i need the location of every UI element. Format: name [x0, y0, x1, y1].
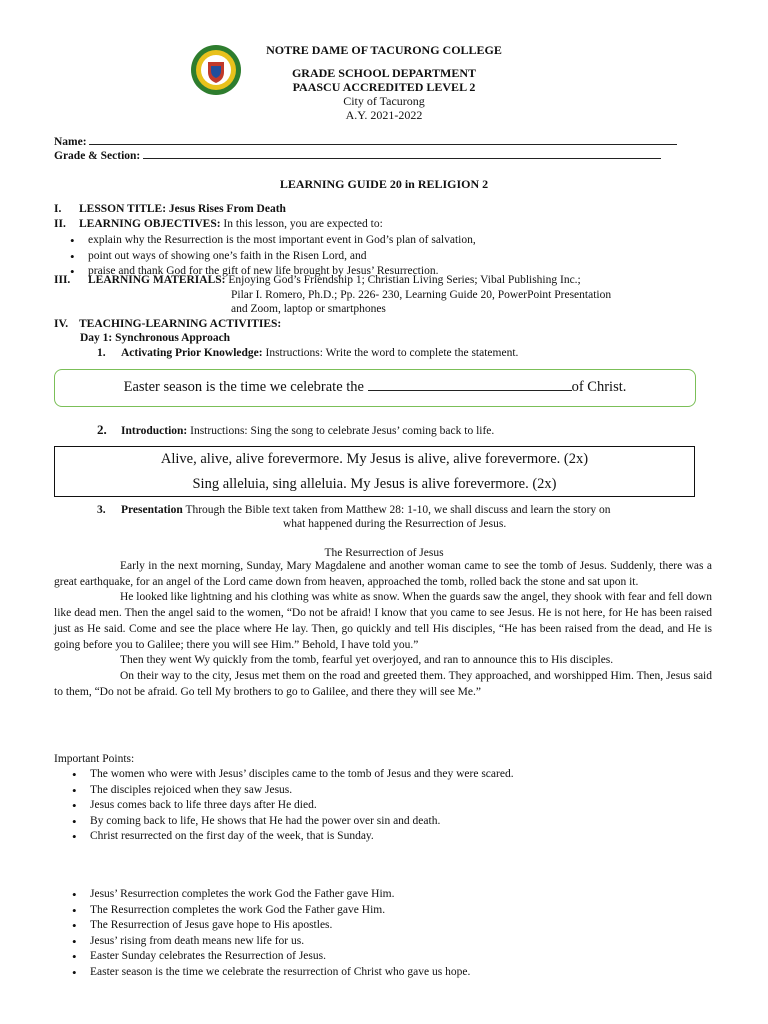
list-item: • The Resurrection of Jesus gave hope to His apostles.: [56, 918, 470, 934]
day1-heading: Day 1: Synchronous Approach: [80, 332, 231, 344]
activity-1: 1. Activating Prior Knowledge: Instructions: Write the word to complete the statement.: [97, 347, 519, 359]
activity-3-line-2: what happened during the Resurrection of Jesus.: [283, 518, 507, 530]
academic-year: A.Y. 2021-2022: [345, 108, 423, 122]
important-points-title: Important Points:: [54, 753, 135, 765]
list-item: • Jesus’ rising from death means new life for us.: [56, 934, 470, 950]
section-materials: III. LEARNING MATERIALS: Enjoying God’s Friendship 1; Christian Living Series; Vibal Publishing Inc.;: [54, 274, 581, 286]
fill-blank-input[interactable]: [368, 377, 572, 391]
song-line-1: Alive, alive, alive forevermore. My Jesus is alive, alive forevermore. (2x): [160, 451, 589, 467]
activity-2: 2. Introduction: Instructions: Sing the song to celebrate Jesus’ coming back to life.: [97, 422, 495, 437]
list-item: • Easter season is the time we celebrate the resurrection of Christ who gave us hope.: [56, 965, 470, 981]
story-paragraph-1: Early in the next morning, Sunday, Mary Magdalene and another woman came to see the tomb of Jesus. Suddenly, there was a great earthquake, for an angel of the Lord came down from heaven, approached the tomb, rolled back the stone and sat upon it.: [54, 560, 712, 588]
story-paragraph-4: On their way to the city, Jesus met them on the road and greeted them. They approached, and worshipped Him. Then, Jesus said to them, “Do not be afraid. Go tell My brothers to go to Galilee, and there they will see Me.”: [54, 669, 712, 698]
fill-blank-after: of Christ.: [571, 379, 627, 395]
list-item: • praise and thank God for the gift of new life brought by Jesus’ Resurrection.: [54, 264, 476, 280]
important-points-list-2: [56, 887, 470, 981]
song-line-2: Sing alleluia, sing alleluia. My Jesus is alive forevermore. (2x): [192, 476, 557, 492]
grade-section-label: Grade & Section:: [54, 150, 141, 162]
list-item: • By coming back to life, He shows that He had the power over sin and death.: [56, 814, 514, 830]
important-points-list: [56, 767, 514, 845]
list-item: • point out ways of showing one’s faith in the Risen Lord, and: [54, 249, 476, 265]
grade-section-blank[interactable]: [143, 148, 661, 159]
objectives-list: [54, 233, 476, 280]
story-paragraph-2: He looked like lightning and his clothing was white as snow. When the guards saw the angel, they shook with fear and fell down like dead men. Then the angel said to the women, “Do not be afraid! I know that you came to see Jesus. He is not here, for He has been raised just as He said. Come and see the place where He lay. Then, go quickly and tell His disciples, “He has been raised from the dead, and He is going before you to Galilee; there you will see Him.” Behold, I have told you.”: [54, 591, 712, 651]
accreditation: PAASCU ACCREDITED LEVEL 2: [292, 80, 476, 94]
lesson-title-value: Jesus Rises From Death: [168, 203, 286, 215]
list-item: • The disciples rejoiced when they saw Jesus.: [56, 783, 514, 799]
section-lesson-title: I. LESSON TITLE: Jesus Rises From Death: [54, 203, 286, 215]
grade-section-field[interactable]: [54, 148, 661, 162]
materials-line-2: Pilar I. Romero, Ph.D.; Pp. 226- 230, Learning Guide 20, PowerPoint Presentation: [231, 289, 612, 301]
materials-line-3: and Zoom, laptop or smartphones: [231, 303, 386, 315]
name-field[interactable]: [54, 134, 677, 148]
name-blank[interactable]: [89, 134, 677, 145]
section-activities: IV. TEACHING-LEARNING ACTIVITIES:: [54, 318, 282, 330]
school-name: NOTRE DAME OF TACURONG COLLEGE: [266, 43, 502, 57]
story-paragraph-3: Then they went Wy quickly from the tomb, fearful yet overjoyed, and ran to announce this to His disciples.: [120, 654, 614, 667]
activity-3: 3. Presentation Through the Bible text taken from Matthew 28: 1-10, we shall discuss and learn the story on: [97, 504, 611, 516]
story-title: The Resurrection of Jesus: [324, 547, 444, 559]
list-item: • Jesus comes back to life three days after He died.: [56, 798, 514, 814]
list-item: • Jesus’ Resurrection completes the work God the Father gave Him.: [56, 887, 470, 903]
name-label: Name:: [54, 136, 87, 148]
fill-blank-box: [54, 369, 696, 407]
section-objectives: II. LEARNING OBJECTIVES: In this lesson, you are expected to:: [54, 218, 383, 230]
list-item: • Easter Sunday celebrates the Resurrection of Jesus.: [56, 949, 470, 965]
song-lyrics-box: [54, 446, 695, 497]
fill-blank-before: Easter season is the time we celebrate the: [123, 379, 364, 395]
list-item: • Christ resurrected on the first day of the week, that is Sunday.: [56, 829, 514, 845]
department-name: GRADE SCHOOL DEPARTMENT: [291, 66, 477, 80]
story-body: [54, 559, 712, 700]
guide-title: LEARNING GUIDE 20 in RELIGION 2: [279, 177, 489, 191]
list-item: • explain why the Resurrection is the most important event in God’s plan of salvation,: [54, 233, 476, 249]
city: City of Tacurong: [343, 94, 425, 108]
list-item: • The Resurrection completes the work God the Father gave Him.: [56, 903, 470, 919]
list-item: • The women who were with Jesus’ disciples came to the tomb of Jesus and they were scared.: [56, 767, 514, 783]
